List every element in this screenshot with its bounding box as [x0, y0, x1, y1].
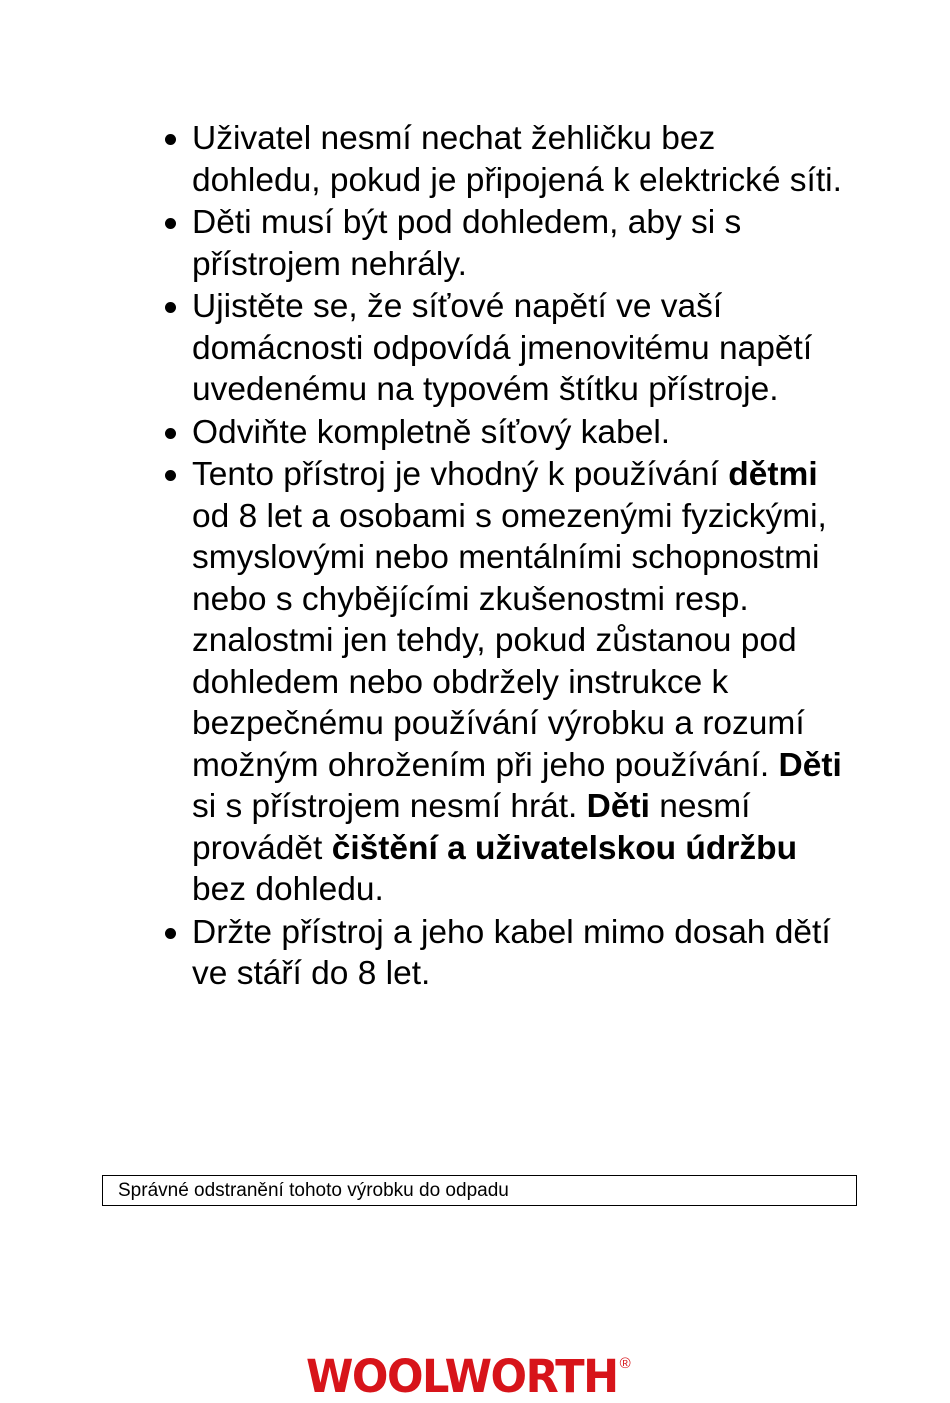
- text-segment: Odviňte kompletně síťový kabel.: [192, 413, 671, 451]
- bullet-dot-icon: [165, 134, 176, 145]
- bullet-item: [162, 412, 842, 454]
- bullet-item: [162, 912, 842, 995]
- bold-text: Děti: [586, 788, 650, 825]
- text-segment: Tento přístroj je vhodný k používání: [192, 456, 729, 493]
- text-segment: Držte přístroj a jeho kabel mimo dosah dětí ve stáří do 8 let.: [192, 913, 831, 992]
- bullet-dot-icon: [165, 428, 176, 439]
- bullet-dot-icon: [165, 470, 176, 481]
- bullet-text: [192, 914, 831, 993]
- text-segment: si s přístrojem nesmí hrát.: [192, 788, 587, 825]
- text-segment: Ujistěte se, že síťové napětí ve vaší domácnosti odpovídá jmenovitému napětí uvedenému na typovém štítku přístroje.: [192, 288, 813, 408]
- bullet-item: [162, 454, 842, 911]
- text-segment: Děti musí být pod dohledem, aby si s přístrojem nehrály.: [192, 204, 742, 283]
- bold-text: Děti: [778, 746, 842, 784]
- bullet-text: [192, 456, 842, 908]
- bullet-text: [192, 414, 670, 451]
- disposal-section-header: [102, 1175, 857, 1206]
- bullet-item: [162, 286, 842, 411]
- disposal-section-title: Správné odstranění tohoto výrobku do odpadu: [118, 1180, 509, 1201]
- text-segment: nesmí provádět: [192, 788, 751, 867]
- bullet-dot-icon: [165, 302, 176, 313]
- bullet-item: [162, 118, 842, 201]
- bullet-text: [192, 204, 741, 283]
- woolworth-logo: [306, 1350, 631, 1403]
- bullet-text: [192, 288, 812, 408]
- text-segment: Uživatel nesmí nechat žehličku bez dohledu, pokud je připojená k elektrické síti.: [192, 120, 842, 199]
- text-segment: bez dohledu.: [192, 871, 384, 908]
- registered-mark: ®: [619, 1355, 631, 1372]
- logo-wordmark: WOOLWORTH: [306, 1350, 618, 1403]
- text-segment: od 8 let a osobami s omezenými fyzickými, smyslovými nebo mentálními schopnostmi nebo s chybějícími zkušenostmi resp. znalostmi jen tehdy, pokud zůstanou pod dohledem nebo obdržely instrukce k bezpečnému používání výrobku a rozumí možným ohrožením při jeho používání.: [192, 497, 827, 784]
- bullet-dot-icon: [165, 218, 176, 229]
- safety-instructions: [162, 118, 842, 996]
- bullet-list: [162, 118, 842, 995]
- bullet-item: [162, 202, 842, 285]
- bold-text: dětmi: [728, 456, 818, 493]
- bullet-dot-icon: [165, 928, 176, 939]
- bullet-text: [192, 120, 842, 199]
- bold-text: čištění a uživatelskou údržbu: [331, 829, 798, 867]
